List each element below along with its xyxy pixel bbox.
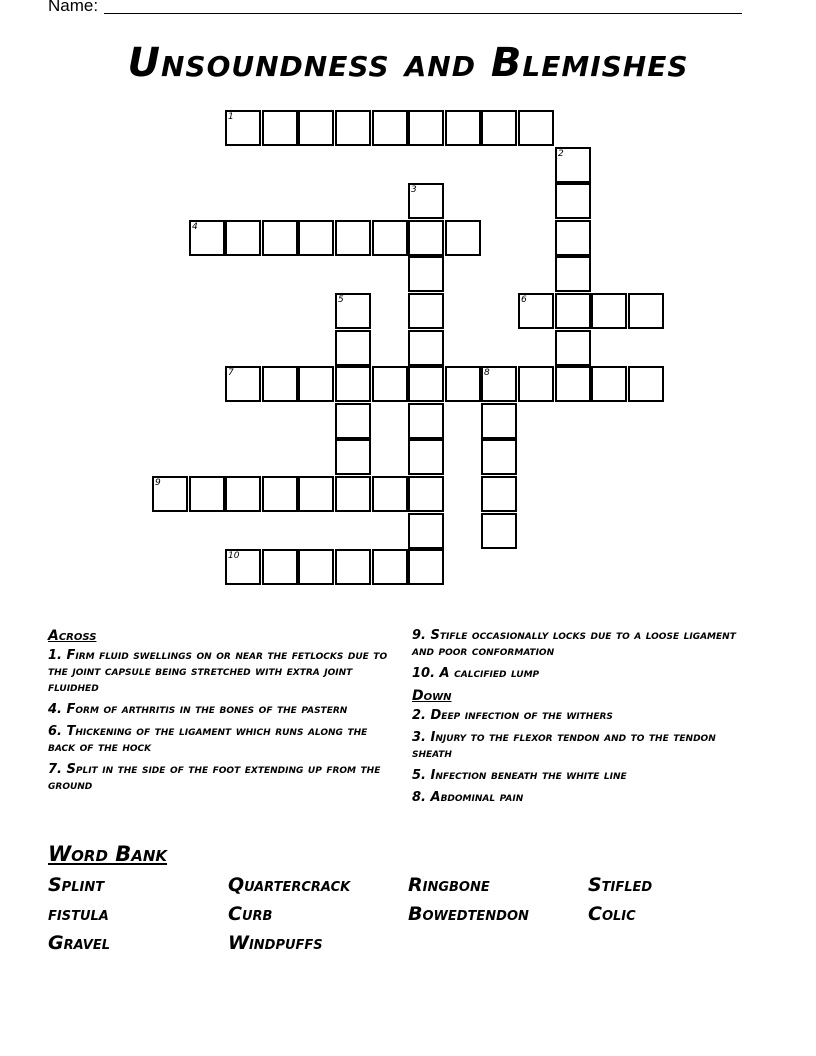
crossword-cell[interactable]: [408, 476, 444, 512]
word-bank-word: Colic: [588, 903, 636, 925]
crossword-cell[interactable]: [481, 513, 517, 549]
crossword-cell[interactable]: [335, 476, 371, 512]
crossword-cell[interactable]: [372, 476, 408, 512]
crossword-cell[interactable]: [555, 220, 591, 256]
crossword-cell[interactable]: [445, 220, 481, 256]
clue-across-7: 7. Split in the side of the foot extending up from the ground: [48, 762, 381, 793]
crossword-cell[interactable]: [262, 110, 298, 146]
clue-down-2: 2. Deep infection of the withers: [412, 708, 613, 723]
crossword-cell[interactable]: [555, 256, 591, 292]
crossword-cell[interactable]: [225, 549, 261, 585]
crossword-cell[interactable]: [335, 439, 371, 475]
crossword-cell[interactable]: [481, 439, 517, 475]
word-bank-word: Bowedtendon: [408, 903, 529, 925]
crossword-cell[interactable]: [335, 403, 371, 439]
crossword-cell[interactable]: [408, 513, 444, 549]
crossword-cell[interactable]: [445, 110, 481, 146]
crossword-cell[interactable]: [372, 366, 408, 402]
crossword-cell[interactable]: [262, 366, 298, 402]
word-bank-word: fistula: [48, 903, 109, 925]
crossword-cell[interactable]: [298, 366, 334, 402]
crossword-cell[interactable]: [408, 439, 444, 475]
cell-number: 2: [558, 149, 564, 159]
crossword-cell[interactable]: [518, 110, 554, 146]
crossword-cell[interactable]: [445, 366, 481, 402]
crossword-cell[interactable]: [262, 549, 298, 585]
crossword-cell[interactable]: [262, 220, 298, 256]
down-heading: Down: [412, 688, 452, 704]
crossword-cell[interactable]: [628, 293, 664, 329]
crossword-cell[interactable]: [555, 330, 591, 366]
crossword-cell[interactable]: [518, 366, 554, 402]
crossword-cell[interactable]: [555, 183, 591, 219]
crossword-cell[interactable]: [555, 293, 591, 329]
crossword-cell[interactable]: [225, 110, 261, 146]
crossword-cell[interactable]: [298, 476, 334, 512]
crossword-cell[interactable]: [408, 183, 444, 219]
crossword-cell[interactable]: [335, 220, 371, 256]
crossword-cell[interactable]: [335, 330, 371, 366]
cell-number: 8: [484, 368, 490, 378]
clue-down-3: 3. Injury to the flexor tendon and to the tendon sheath: [412, 730, 716, 761]
cell-number: 10: [228, 551, 240, 561]
crossword-cell[interactable]: [225, 220, 261, 256]
crossword-cell[interactable]: [481, 476, 517, 512]
clue-across-9: 9. Stifle occasionally locks due to a loose ligament and poor conformation: [412, 628, 736, 659]
crossword-cell[interactable]: [481, 366, 517, 402]
crossword-cell[interactable]: [335, 110, 371, 146]
cell-number: 3: [411, 185, 417, 195]
crossword-cell[interactable]: [372, 220, 408, 256]
word-bank-word: Windpuffs: [228, 932, 323, 954]
cell-number: 6: [521, 295, 527, 305]
name-label: Name:: [48, 0, 99, 15]
crossword-cell[interactable]: [335, 366, 371, 402]
clue-down-8: 8. Abdominal pain: [412, 790, 524, 805]
crossword-cell[interactable]: [225, 476, 261, 512]
crossword-cell[interactable]: [408, 403, 444, 439]
crossword-cell[interactable]: [335, 293, 371, 329]
crossword-cell[interactable]: [518, 293, 554, 329]
word-bank-word: Quartercrack: [228, 874, 351, 896]
word-bank-word: Gravel: [48, 932, 111, 954]
crossword-cell[interactable]: [225, 366, 261, 402]
word-bank-word: Stifled: [588, 874, 653, 896]
clue-across-10: 10. A calcified lump: [412, 666, 540, 681]
cell-number: 4: [192, 222, 198, 232]
crossword-cell[interactable]: [408, 549, 444, 585]
clues-right-column: [412, 628, 752, 812]
clues-left-column: [48, 628, 388, 800]
crossword-cell[interactable]: [408, 293, 444, 329]
across-heading: Across: [48, 628, 97, 644]
word-bank-word: Ringbone: [408, 874, 490, 896]
cell-number: 7: [228, 368, 234, 378]
crossword-cell[interactable]: [152, 476, 188, 512]
cell-number: 5: [338, 295, 344, 305]
crossword-cell[interactable]: [189, 476, 225, 512]
crossword-cell[interactable]: [335, 549, 371, 585]
cell-number: 9: [155, 478, 161, 488]
crossword-cell[interactable]: [481, 110, 517, 146]
word-bank-title: Word Bank: [48, 842, 168, 866]
crossword-cell[interactable]: [189, 220, 225, 256]
word-bank-word: Splint: [48, 874, 105, 896]
crossword-cell[interactable]: [372, 110, 408, 146]
crossword-cell[interactable]: [408, 256, 444, 292]
crossword-cell[interactable]: [555, 147, 591, 183]
crossword-cell[interactable]: [481, 403, 517, 439]
cell-number: 1: [228, 112, 234, 122]
crossword-cell[interactable]: [262, 476, 298, 512]
page-title: Unsoundness and Blemishes: [127, 40, 689, 86]
clue-across-1: 1. Firm fluid swellings on or near the fetlocks due to the joint capsule being stretched with extra joint fluidhed: [48, 648, 388, 695]
crossword-cell[interactable]: [408, 220, 444, 256]
crossword-cell[interactable]: [408, 330, 444, 366]
crossword-cell[interactable]: [408, 366, 444, 402]
crossword-cell[interactable]: [298, 110, 334, 146]
clue-down-5: 5. Infection beneath the white line: [412, 768, 627, 783]
crossword-cell[interactable]: [298, 220, 334, 256]
clue-across-6: 6. Thickening of the ligament which runs along the back of the hock: [48, 724, 368, 755]
crossword-cell[interactable]: [555, 366, 591, 402]
crossword-cell[interactable]: [591, 293, 627, 329]
crossword-cell[interactable]: [408, 110, 444, 146]
word-bank-word: Curb: [228, 903, 273, 925]
clue-across-4: 4. Form of arthritis in the bones of the pastern: [48, 702, 348, 717]
crossword-cell[interactable]: [628, 366, 664, 402]
crossword-cell[interactable]: [591, 366, 627, 402]
crossword-cell[interactable]: [298, 549, 334, 585]
crossword-cell[interactable]: [372, 549, 408, 585]
